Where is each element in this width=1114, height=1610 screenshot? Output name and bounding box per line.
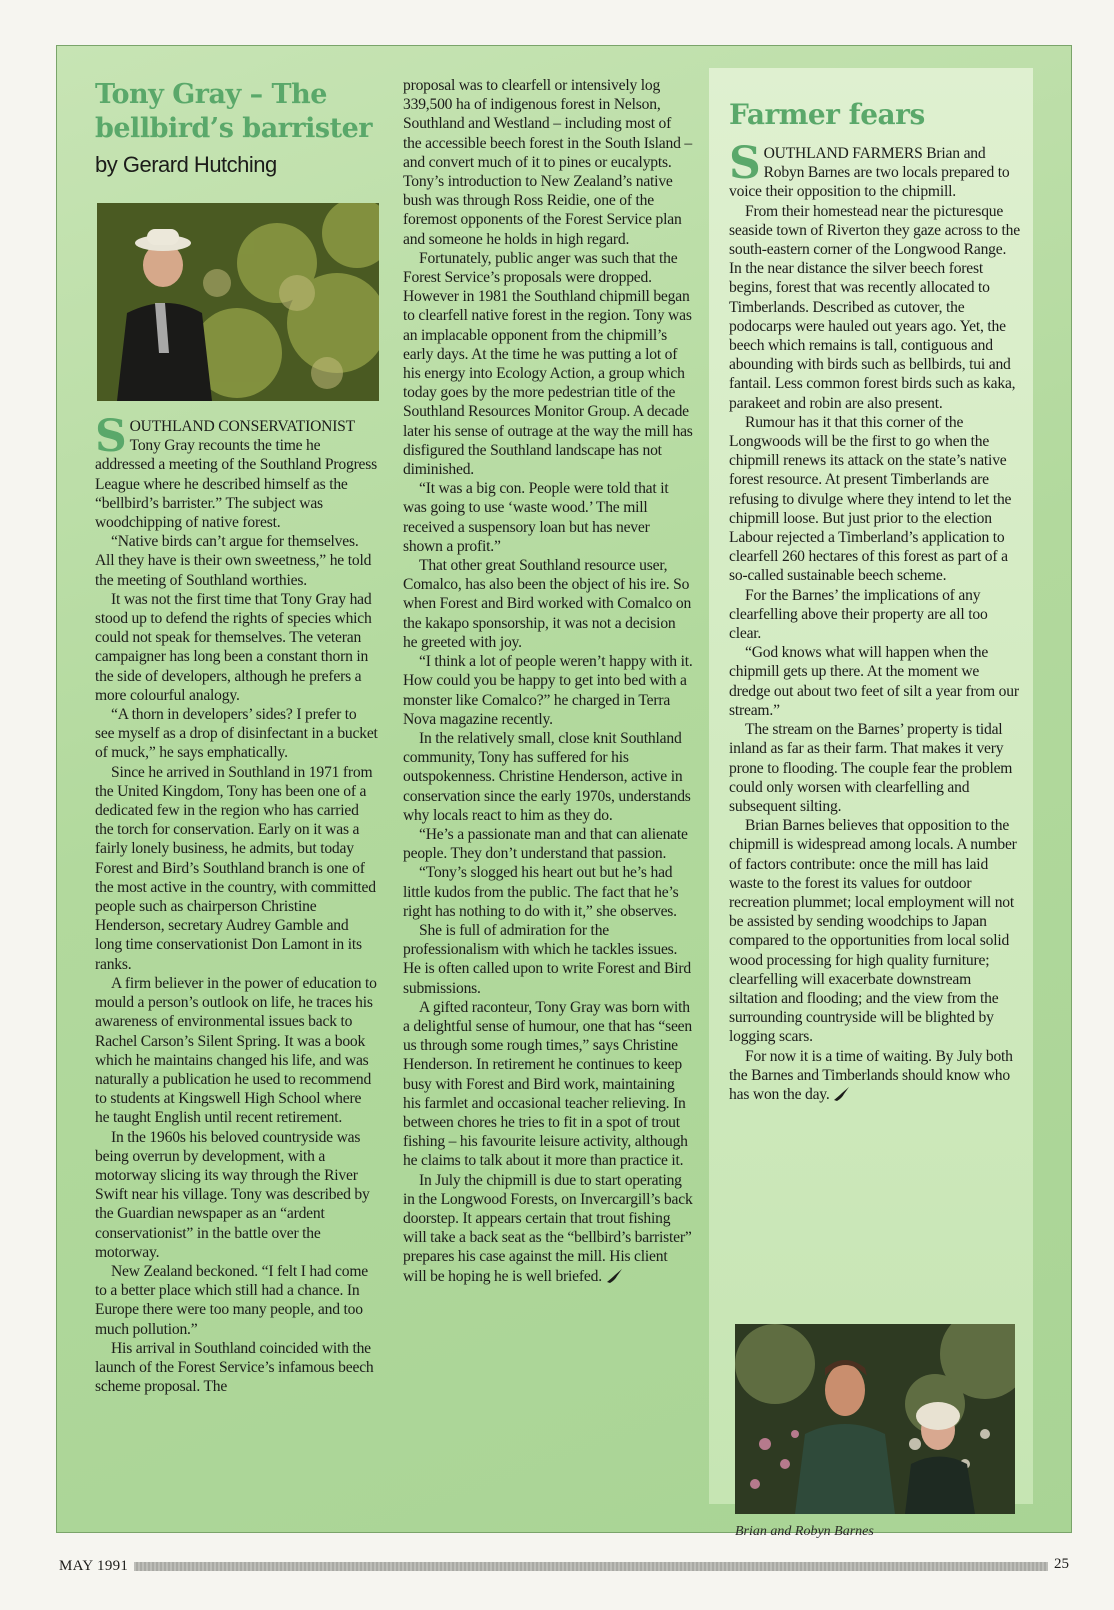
article-paragraph-1 bbox=[95, 411, 379, 532]
headline-line-1: Tony Gray – The bbox=[95, 79, 327, 110]
col2-paragraph-7: “He’s a passionate man and that can alienate people. They don’t understand that passion. bbox=[403, 825, 688, 863]
sidebar-paragraph-2: From their homestead near the picturesque seaside town of Riverton they gaze across to the south-eastern corner of the Longwood Range. In the near distance the silver beech forest begins, forest that was recently allocated to Timberlands. Described as cutover, the podocarps were hauled out years ago. Yet, the beech which remains is tall, contiguous and abounding with birds such as bellbirds, tui and fantail. Less common forest birds such as kaka, parakeet and robin are also present. bbox=[729, 202, 1020, 412]
paragraph-text: OUTHLAND CONSERVATIONIST Tony Gray recounts the time he addressed a meeting of the Southland Progress League where he described himself as the “bellbird’s barrister.” The subject was woodchipping of native forest. bbox=[95, 418, 378, 532]
article-paragraph-3: It was not the first time that Tony Gray had stood up to defend the rights of species which could not speak for themselves. The veteran campaigner has long been a constant thorn in the side of developers, although he prefers a more colourful analogy. bbox=[95, 590, 372, 704]
footer-rule bbox=[134, 1562, 1048, 1571]
sidebar-column bbox=[729, 138, 1021, 1104]
sidebar-paragraph-7: Brian Barnes believes that opposition to the chipmill is widespread among locals. A number of factors contribute: once the mill has laid waste to the forest its values for outdoor recreation plummet; local employment will not be assisted by sending woodchips to Japan compared to the opportunities from local solid wood processing for high quality furniture; clearfelling will exacerbate downstream siltation and flooding; and the view from the surrounding countryside will be blighted by logging scars. bbox=[729, 817, 1017, 1046]
bird-end-mark-icon bbox=[833, 1086, 851, 1102]
paragraph-text: In July the chipmill is due to start operating in the Longwood Forests, on Invercargill’s back doorstep. It appears certain that trout fishing will take a back seat as the “bellbird’s barrister” prepares his case against the mill. His client will be hoping he is well briefed. bbox=[403, 1171, 693, 1285]
barnes-photo-caption: Brian and Robyn Barnes bbox=[735, 1524, 874, 1539]
col2-paragraph-5: “I think a lot of people weren’t happy with it. How could you be happy to get into bed with a monster like Comalco?” he charged in Terra Nova magazine recently. bbox=[403, 653, 693, 728]
col2-paragraph-11 bbox=[403, 1171, 693, 1286]
col2-paragraph-1: proposal was to clearfell or intensively log 339,500 ha of indigenous forest in Nelson, Southland and Westland – including most of the accessible beech forest in the South Island – and convert much of it to pines or eucalypts. Tony’s introduction to New Zealand’s native bush was through Ross Reidie, one of the foremost opponents of the Forest Service plan and someone he holds in high regard. bbox=[403, 77, 692, 248]
article-paragraph-7: In the 1960s his beloved countryside was being overrun by development, with a motorway slicing its way through the River Swift near his village. Tony was described by the Guardian newspaper as an “ardent conservationist” in the battle over the motorway. bbox=[95, 1128, 370, 1261]
issue-date: MAY 1991 bbox=[59, 1558, 129, 1574]
barnes-photo bbox=[735, 1324, 1015, 1514]
col2-paragraph-10: A gifted raconteur, Tony Gray was born with a delightful sense of humour, one that has “seen us through some rough times,” says Christine Henderson. In retirement he continues to keep busy with Forest and Bird work, maintaining his farmlet and occasional teacher relieving. In between chores he tries to fit in a spot of trout fishing – his favourite leisure activity, although he claims to talk about it more than practice it. bbox=[403, 998, 693, 1170]
article-paragraph-2: “Native birds can’t argue for themselves. All they have is their own sweetness,” he told the meeting of Southland worthies. bbox=[95, 533, 372, 589]
sidebar-paragraph-8 bbox=[729, 1047, 1021, 1105]
sidebar-paragraph-1 bbox=[729, 138, 1021, 202]
farmer-fears-sidebar bbox=[709, 68, 1033, 1539]
article-paragraph-5: Since he arrived in Southland in 1971 from the United Kingdom, Tony has been one of a dedicated few in the region who has carried the torch for conservation. Early on it was a fairly lonely business, he admits, but today Forest and Bird’s Southland branch is one of the most active in the country, with committed people such as chairperson Christine Henderson, secretary Audrey Gamble and long time conservationist Don Lamont in its ranks. bbox=[95, 763, 376, 973]
page-number: 25 bbox=[1054, 1556, 1069, 1572]
tony-gray-photo-illustration bbox=[97, 203, 379, 401]
headline-line-2: bellbird’s barrister bbox=[95, 113, 372, 144]
sidebar-paragraph-4: For the Barnes’ the implications of any clearfelling above their property are all too clear. bbox=[729, 586, 988, 643]
barnes-photo-illustration bbox=[735, 1324, 1015, 1514]
tony-gray-photo bbox=[97, 203, 379, 401]
article-dropcap: S bbox=[95, 411, 127, 462]
article-headline bbox=[95, 78, 385, 146]
article-paragraph-6: A firm believer in the power of education to mould a person’s outlook on life, he traces his awareness of environmental issues back to Rachel Carson’s Silent Spring. It was a book which he maintains changed his life, and was naturally a publication he used to recommend to students at Kingswell High School where he taught English until recent retirement. bbox=[95, 974, 377, 1127]
col2-paragraph-2: Fortunately, public anger was such that the Forest Service’s proposals were dropped. However in 1981 the Southland chipmill began to clearfell native forest in the region. Tony was an implacable opponent from the chipmill’s early days. At the time he was putting a lot of his energy into Ecology Action, a group which today goes by the more pedestrian title of the Southland Resources Monitor Group. A decade later his sense of outrage at the way the mill has disfigured the Southland landscape has not diminished. bbox=[403, 249, 693, 479]
sidebar-headline: Farmer fears bbox=[729, 98, 925, 131]
byline: by Gerard Hutching bbox=[95, 152, 277, 177]
article-paragraph-8: New Zealand beckoned. “I felt I had come to a better place which still had a chance. In Europe there were too many people, and too much pollution.” bbox=[95, 1262, 368, 1338]
article-column-2 bbox=[403, 76, 693, 1286]
article-paragraph-9: His arrival in Southland coincided with the launch of the Forest Service’s infamous beech scheme proposal. The bbox=[95, 1339, 374, 1396]
article-panel bbox=[56, 45, 1072, 1539]
col2-paragraph-6: In the relatively small, close knit Southland community, Tony has suffered for his outspokenness. Christine Henderson, active in conservation since the early 1970s, understands why locals react to him as they do. bbox=[403, 729, 691, 824]
col2-paragraph-4: That other great Southland resource user, Comalco, has also been the object of his ire. So when Forest and Bird worked with Comalco on the kakapo sponsorship, it was not a decision he greeted with joy. bbox=[403, 557, 692, 651]
sidebar-paragraph-6: The stream on the Barnes’ property is tidal inland as far as their farm. That makes it very prone to flooding. The couple fear the problem could only worsen with clearfelling and subsequent silting. bbox=[729, 721, 1013, 815]
bird-end-mark-icon bbox=[606, 1268, 624, 1284]
paragraph-text: For now it is a time of waiting. By July both the Barnes and Timberlands should know who has won the day. bbox=[729, 1047, 1013, 1103]
article-column-1 bbox=[95, 411, 379, 1396]
sidebar-dropcap: S bbox=[729, 138, 761, 189]
article-paragraph-4: “A thorn in developers’ sides? I prefer to see myself as a drop of disinfectant in a bucket of muck,” he says emphatically. bbox=[95, 706, 378, 762]
sidebar-paragraph-3: Rumour has it that this corner of the Longwoods will be the first to go when the chipmill renews its attack on the state’s native forest resource. At present Timberlands are refusing to divulge where they intend to let the chipmill loose. But just prior to the election Labour rejected a Timberland’s application to clearfell 260 hectares of this forest as part of a so-called sustainable beech scheme. bbox=[729, 413, 1012, 585]
col2-paragraph-9: She is full of admiration for the professionalism with which he tackles issues. He is often called upon to write Forest and Bird submissions. bbox=[403, 921, 691, 997]
paragraph-text: OUTHLAND FARMERS Brian and Robyn Barnes are two locals prepared to voice their opposition to the chipmill. bbox=[729, 145, 1010, 201]
col2-paragraph-8: “Tony’s slogged his heart out but he’s had little kudos from the public. The fact that he’s right has nothing to do with it,” she observes. bbox=[403, 864, 679, 920]
col2-paragraph-3: “It was a big con. People were told that it was going to use ‘waste wood.’ The mill received a suspensory loan but has never shown a profit.” bbox=[403, 480, 669, 555]
sidebar-paragraph-5: “God knows what will happen when the chipmill gets up there. At the moment we dredge out about two feet of silt a year from our stream.” bbox=[729, 644, 1019, 719]
